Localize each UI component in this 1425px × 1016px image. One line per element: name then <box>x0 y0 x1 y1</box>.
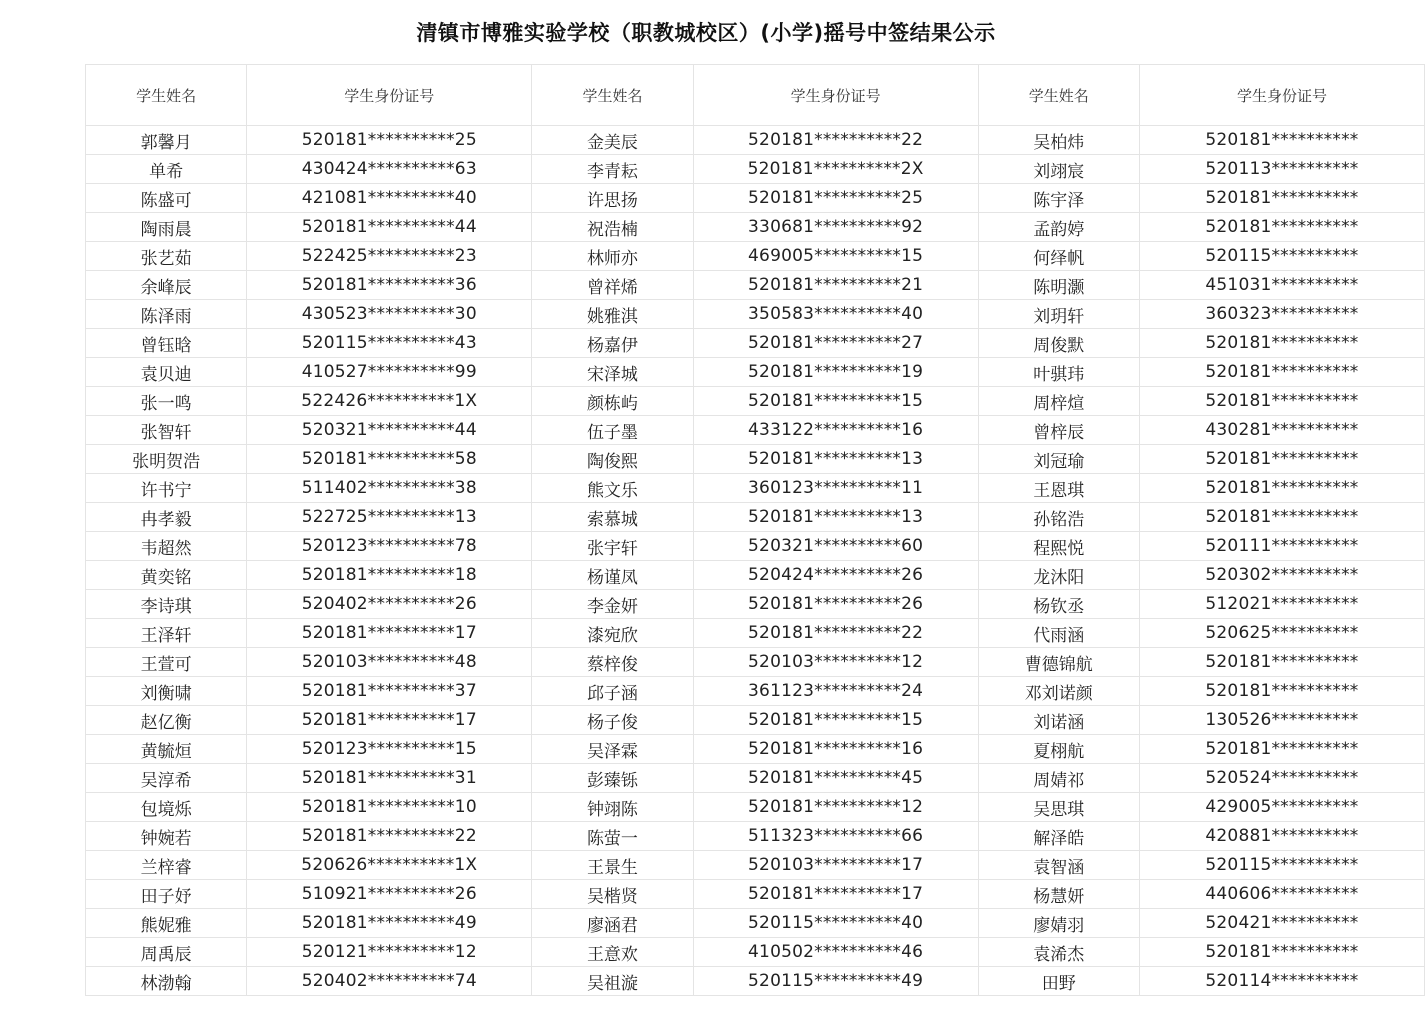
student-name-cell: 邓刘诺颜 <box>978 677 1139 706</box>
student-name-cell: 周梓煊 <box>978 387 1139 416</box>
student-id-cell: 520181**********13 <box>693 445 978 474</box>
student-name-cell: 陈盛可 <box>86 184 247 213</box>
student-name-cell: 吴淳希 <box>86 764 247 793</box>
student-name-cell: 索慕城 <box>532 503 693 532</box>
student-name-cell: 张一鸣 <box>86 387 247 416</box>
student-id-cell: 522425**********23 <box>247 242 532 271</box>
student-name-cell: 林师亦 <box>532 242 693 271</box>
student-id-cell: 520181********** <box>1139 358 1424 387</box>
student-name-cell: 刘玥轩 <box>978 300 1139 329</box>
student-id-cell: 520103**********17 <box>693 851 978 880</box>
student-id-cell: 520302********** <box>1139 561 1424 590</box>
student-id-cell: 520181**********22 <box>693 619 978 648</box>
student-id-cell: 520181**********13 <box>693 503 978 532</box>
student-name-cell: 袁浠杰 <box>978 938 1139 967</box>
student-name-cell: 曾祥烯 <box>532 271 693 300</box>
student-name-cell: 刘衡啸 <box>86 677 247 706</box>
student-id-cell: 520115**********40 <box>693 909 978 938</box>
student-name-cell: 杨慧妍 <box>978 880 1139 909</box>
student-name-cell: 张智轩 <box>86 416 247 445</box>
student-name-cell: 袁贝迪 <box>86 358 247 387</box>
student-id-cell: 330681**********92 <box>693 213 978 242</box>
student-id-cell: 520181**********25 <box>247 126 532 155</box>
student-id-cell: 520103**********12 <box>693 648 978 677</box>
table-row <box>86 126 1425 155</box>
student-id-cell: 429005********** <box>1139 793 1424 822</box>
student-id-cell: 430523**********30 <box>247 300 532 329</box>
student-name-cell: 余峰辰 <box>86 271 247 300</box>
student-id-cell: 520181********** <box>1139 213 1424 242</box>
student-name-cell: 黄毓烜 <box>86 735 247 764</box>
student-id-cell: 520111********** <box>1139 532 1424 561</box>
table-row <box>86 416 1425 445</box>
student-id-cell: 360323********** <box>1139 300 1424 329</box>
table-row <box>86 909 1425 938</box>
student-name-cell: 杨嘉伊 <box>532 329 693 358</box>
table-row <box>86 242 1425 271</box>
student-name-cell: 程熙悦 <box>978 532 1139 561</box>
student-name-cell: 田野 <box>978 967 1139 996</box>
student-name-cell: 孙铭浩 <box>978 503 1139 532</box>
student-id-cell: 520123**********78 <box>247 532 532 561</box>
student-name-cell: 杨钦丞 <box>978 590 1139 619</box>
table-row <box>86 822 1425 851</box>
student-name-cell: 吴楷贤 <box>532 880 693 909</box>
table-row <box>86 967 1425 996</box>
column-header-student-name: 学生姓名 <box>978 65 1139 126</box>
student-id-cell: 511402**********38 <box>247 474 532 503</box>
student-id-cell: 410527**********99 <box>247 358 532 387</box>
table-row <box>86 880 1425 909</box>
table-row <box>86 329 1425 358</box>
student-id-cell: 520181**********44 <box>247 213 532 242</box>
student-name-cell: 曹德锦航 <box>978 648 1139 677</box>
student-name-cell: 曾钰晗 <box>86 329 247 358</box>
student-id-cell: 433122**********16 <box>693 416 978 445</box>
student-name-cell: 邱子涵 <box>532 677 693 706</box>
student-name-cell: 熊妮雅 <box>86 909 247 938</box>
student-name-cell: 廖婧羽 <box>978 909 1139 938</box>
student-id-cell: 520181**********19 <box>693 358 978 387</box>
student-id-cell: 440606********** <box>1139 880 1424 909</box>
student-id-cell: 520181**********25 <box>693 184 978 213</box>
student-id-cell: 421081**********40 <box>247 184 532 213</box>
student-name-cell: 陈宇泽 <box>978 184 1139 213</box>
student-name-cell: 王恩琪 <box>978 474 1139 503</box>
student-name-cell: 杨子俊 <box>532 706 693 735</box>
student-name-cell: 郭馨月 <box>86 126 247 155</box>
student-id-cell: 522725**********13 <box>247 503 532 532</box>
table-row <box>86 735 1425 764</box>
student-name-cell: 钟翊陈 <box>532 793 693 822</box>
student-name-cell: 钟婉若 <box>86 822 247 851</box>
student-id-cell: 520181**********15 <box>693 706 978 735</box>
table-row <box>86 619 1425 648</box>
student-name-cell: 刘翊宸 <box>978 155 1139 184</box>
student-name-cell: 杨谨凤 <box>532 561 693 590</box>
table-row <box>86 793 1425 822</box>
student-name-cell: 吴思琪 <box>978 793 1139 822</box>
student-id-cell: 511323**********66 <box>693 822 978 851</box>
student-name-cell: 王景生 <box>532 851 693 880</box>
student-name-cell: 袁智涵 <box>978 851 1139 880</box>
student-id-cell: 451031********** <box>1139 271 1424 300</box>
table-row <box>86 474 1425 503</box>
student-id-cell: 520402**********26 <box>247 590 532 619</box>
student-id-cell: 520181**********22 <box>693 126 978 155</box>
student-name-cell: 田子妤 <box>86 880 247 909</box>
student-id-cell: 520181**********27 <box>693 329 978 358</box>
student-name-cell: 代雨涵 <box>978 619 1139 648</box>
student-id-cell: 520181********** <box>1139 329 1424 358</box>
student-name-cell: 孟韵婷 <box>978 213 1139 242</box>
student-name-cell: 陶雨晨 <box>86 213 247 242</box>
student-id-cell: 520625********** <box>1139 619 1424 648</box>
student-name-cell: 周俊默 <box>978 329 1139 358</box>
table-body <box>86 126 1425 996</box>
student-id-cell: 520402**********74 <box>247 967 532 996</box>
results-table <box>85 64 1425 996</box>
student-name-cell: 张宇轩 <box>532 532 693 561</box>
table-row <box>86 155 1425 184</box>
column-header-student-name: 学生姓名 <box>532 65 693 126</box>
student-id-cell: 430424**********63 <box>247 155 532 184</box>
table-row <box>86 271 1425 300</box>
student-name-cell: 包境烁 <box>86 793 247 822</box>
student-id-cell: 520181********** <box>1139 387 1424 416</box>
student-id-cell: 520181**********16 <box>693 735 978 764</box>
student-name-cell: 许书宁 <box>86 474 247 503</box>
student-name-cell: 吴祖漩 <box>532 967 693 996</box>
student-id-cell: 520181********** <box>1139 184 1424 213</box>
student-id-cell: 520181**********45 <box>693 764 978 793</box>
student-id-cell: 520181**********17 <box>247 706 532 735</box>
student-id-cell: 520181**********17 <box>247 619 532 648</box>
student-id-cell: 520524********** <box>1139 764 1424 793</box>
student-name-cell: 姚雅淇 <box>532 300 693 329</box>
student-id-cell: 510921**********26 <box>247 880 532 909</box>
student-id-cell: 410502**********46 <box>693 938 978 967</box>
student-id-cell: 520121**********12 <box>247 938 532 967</box>
table-row <box>86 677 1425 706</box>
student-id-cell: 520181********** <box>1139 474 1424 503</box>
table-row <box>86 764 1425 793</box>
student-name-cell: 韦超然 <box>86 532 247 561</box>
student-name-cell: 兰梓睿 <box>86 851 247 880</box>
student-id-cell: 520181**********15 <box>693 387 978 416</box>
student-id-cell: 520181********** <box>1139 938 1424 967</box>
results-table-container[interactable] <box>85 64 1359 998</box>
student-id-cell: 520421********** <box>1139 909 1424 938</box>
student-id-cell: 520181**********22 <box>247 822 532 851</box>
student-name-cell: 解泽皓 <box>978 822 1139 851</box>
column-header-student-id: 学生身份证号 <box>1139 65 1424 126</box>
table-row <box>86 532 1425 561</box>
student-id-cell: 520181**********10 <box>247 793 532 822</box>
student-name-cell: 金美辰 <box>532 126 693 155</box>
student-name-cell: 赵亿衡 <box>86 706 247 735</box>
student-id-cell: 520626**********1X <box>247 851 532 880</box>
student-name-cell: 伍子墨 <box>532 416 693 445</box>
student-name-cell: 单希 <box>86 155 247 184</box>
student-name-cell: 廖涵君 <box>532 909 693 938</box>
student-id-cell: 520321**********44 <box>247 416 532 445</box>
student-id-cell: 520181********** <box>1139 445 1424 474</box>
student-id-cell: 520113********** <box>1139 155 1424 184</box>
student-id-cell: 430281********** <box>1139 416 1424 445</box>
student-id-cell: 520181**********31 <box>247 764 532 793</box>
student-name-cell: 张明贺浩 <box>86 445 247 474</box>
student-id-cell: 520115**********49 <box>693 967 978 996</box>
page-title: 清镇市博雅实验学校（职教城校区）(小学)摇号中签结果公示 <box>416 21 996 45</box>
student-name-cell: 吴泽霖 <box>532 735 693 764</box>
table-row <box>86 851 1425 880</box>
student-id-cell: 520181**********49 <box>247 909 532 938</box>
student-name-cell: 彭臻铄 <box>532 764 693 793</box>
student-name-cell: 祝浩楠 <box>532 213 693 242</box>
student-id-cell: 520181********** <box>1139 126 1424 155</box>
student-id-cell: 360123**********11 <box>693 474 978 503</box>
student-id-cell: 520181**********58 <box>247 445 532 474</box>
student-id-cell: 522426**********1X <box>247 387 532 416</box>
table-row <box>86 503 1425 532</box>
student-name-cell: 龙沐阳 <box>978 561 1139 590</box>
table-row <box>86 706 1425 735</box>
student-id-cell: 361123**********24 <box>693 677 978 706</box>
student-name-cell: 王萱可 <box>86 648 247 677</box>
student-name-cell: 蔡梓俊 <box>532 648 693 677</box>
student-id-cell: 520181********** <box>1139 735 1424 764</box>
student-name-cell: 吴柏炜 <box>978 126 1139 155</box>
student-name-cell: 周禹辰 <box>86 938 247 967</box>
student-name-cell: 曾梓辰 <box>978 416 1139 445</box>
student-name-cell: 林渤翰 <box>86 967 247 996</box>
table-row <box>86 648 1425 677</box>
student-id-cell: 130526********** <box>1139 706 1424 735</box>
student-name-cell: 刘冠瑜 <box>978 445 1139 474</box>
student-id-cell: 520181**********36 <box>247 271 532 300</box>
table-row <box>86 938 1425 967</box>
table-row <box>86 358 1425 387</box>
student-id-cell: 520115********** <box>1139 851 1424 880</box>
student-id-cell: 520115**********43 <box>247 329 532 358</box>
column-header-student-name: 学生姓名 <box>86 65 247 126</box>
student-name-cell: 宋泽城 <box>532 358 693 387</box>
student-name-cell: 颜栋屿 <box>532 387 693 416</box>
student-name-cell: 张艺茹 <box>86 242 247 271</box>
student-name-cell: 陈萤一 <box>532 822 693 851</box>
table-row <box>86 300 1425 329</box>
student-id-cell: 520424**********26 <box>693 561 978 590</box>
student-id-cell: 520103**********48 <box>247 648 532 677</box>
student-name-cell: 漆宛欣 <box>532 619 693 648</box>
student-id-cell: 520321**********60 <box>693 532 978 561</box>
table-row <box>86 561 1425 590</box>
student-name-cell: 王泽轩 <box>86 619 247 648</box>
student-id-cell: 520181**********12 <box>693 793 978 822</box>
student-id-cell: 520181**********37 <box>247 677 532 706</box>
student-name-cell: 陈明灏 <box>978 271 1139 300</box>
student-name-cell: 叶骐玮 <box>978 358 1139 387</box>
table-row <box>86 445 1425 474</box>
student-name-cell: 李青耘 <box>532 155 693 184</box>
student-name-cell: 熊文乐 <box>532 474 693 503</box>
student-name-cell: 李诗琪 <box>86 590 247 619</box>
student-name-cell: 李金妍 <box>532 590 693 619</box>
student-name-cell: 许思扬 <box>532 184 693 213</box>
student-id-cell: 520123**********15 <box>247 735 532 764</box>
student-id-cell: 520181**********17 <box>693 880 978 909</box>
column-header-student-id: 学生身份证号 <box>693 65 978 126</box>
table-header-row <box>86 65 1425 126</box>
student-id-cell: 520181**********26 <box>693 590 978 619</box>
student-id-cell: 520181**********18 <box>247 561 532 590</box>
student-name-cell: 夏栩航 <box>978 735 1139 764</box>
student-id-cell: 520181**********2X <box>693 155 978 184</box>
student-id-cell: 520181**********21 <box>693 271 978 300</box>
student-id-cell: 350583**********40 <box>693 300 978 329</box>
student-id-cell: 520181********** <box>1139 648 1424 677</box>
table-row <box>86 213 1425 242</box>
student-id-cell: 469005**********15 <box>693 242 978 271</box>
student-id-cell: 512021********** <box>1139 590 1424 619</box>
student-id-cell: 520114********** <box>1139 967 1424 996</box>
student-name-cell: 王意欢 <box>532 938 693 967</box>
student-id-cell: 420881********** <box>1139 822 1424 851</box>
student-name-cell: 陈泽雨 <box>86 300 247 329</box>
student-name-cell: 周婧祁 <box>978 764 1139 793</box>
student-id-cell: 520181********** <box>1139 677 1424 706</box>
student-id-cell: 520115********** <box>1139 242 1424 271</box>
student-name-cell: 陶俊熙 <box>532 445 693 474</box>
table-row <box>86 387 1425 416</box>
student-id-cell: 520181********** <box>1139 503 1424 532</box>
table-row <box>86 590 1425 619</box>
column-header-student-id: 学生身份证号 <box>247 65 532 126</box>
student-name-cell: 刘诺涵 <box>978 706 1139 735</box>
student-name-cell: 冉孝毅 <box>86 503 247 532</box>
student-name-cell: 黄奕铭 <box>86 561 247 590</box>
table-row <box>86 184 1425 213</box>
student-name-cell: 何绎帆 <box>978 242 1139 271</box>
